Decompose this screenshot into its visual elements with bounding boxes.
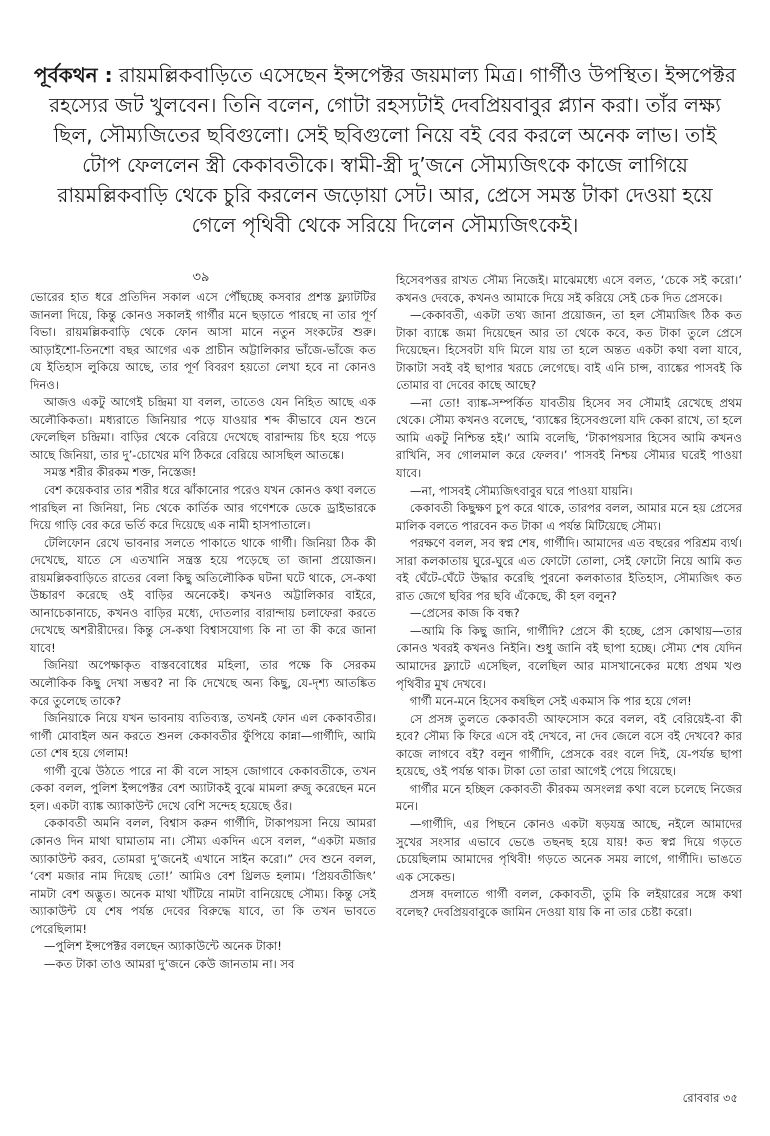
paragraph: —পুলিশ ইন্সপেক্টর বলছেন অ্যাকাউন্টে অনেক টাকা! — [43, 939, 282, 954]
paragraph: —প্রেসের কাজ কি বন্ধ? — [409, 606, 520, 621]
paragraph: টেলিফোন রেখে ভাবনার সলতে পাকাতে থাকে গার্গী। জিনিয়া ঠিক কী দেখেছে, যাতে সে এতখানি সন্ত্রস্ত হয়ে পড়েছে তা জানা প্রয়োজন। রায়মল্লিকবাড়িতে রাতের বেলা কিছু অতিলৌকিক ঘটনা ঘটে থাকে, সে-কথা উচ্চারণ করেছে ওই বাড়ির অনেকেই। কখনও অট্টালিকার বাইরে, আনাচেকানাচে, কখনও বাড়ির মধ্যে, দোতলার বারান্দায় চলাফেরা করতে দেখেছে অশরীরীদের। কিন্তু সে-কথা বিশ্বাসযোগ্য কি না তা কী করে জানা যাবে! — [30, 535, 376, 655]
chapter-number: ৩৯ — [192, 270, 210, 285]
right-column — [396, 272, 742, 921]
paragraph: হিসেবপত্তর রাখত সৌম্য নিজেই। মাঝেমধ্যে এসে বলত, ‘চেকে সই করো।’ কখনও দেবকে, কখনও আমাকে দিয়ে সই করিয়ে সেই চেক দিত প্রেসকে। — [396, 273, 742, 305]
paragraph: সে প্রসঙ্গ তুলতে কেকাবতী আফসোস করে বলল, বই বেরিয়েই-বা কী হবে? সৌম্য কি ফিরে এসে বই দেখবে, না দেব জেলে বসে বই দেখবে? কার কাজে লাগবে বই? বলুন গার্গীদি, প্রেসকে বরং বলে দিই, যে-পর্যন্ত ছাপা হয়েছে, ওই পর্যন্ত থাক। টাকা তো তারা আগেই পেয়ে গিয়েছে। — [396, 711, 742, 779]
paragraph: জিনিয়া অপেক্ষাকৃত বাস্তববোধের মহিলা, তার পক্ষে কি সেরকম অলৌকিক কিছু দেখা সম্ভব? না কি দেখেছে অন্য কিছু, যে-দৃশ্য আতঙ্কিত করে তুলেছে তাকে? — [30, 658, 376, 708]
paragraph: বেশ কয়েকবার তার শরীর ধরে ঝাঁকানোর পরেও যখন কোনও কথা বলতে পারছিল না জিনিয়া, নিচ থেকে কার্তিক আর গণেশকে ডেকে ড্রাইভারকে দিয়ে গাড়ি বের করে ভর্তি করে দিয়েছে এক নামী হাসপাতালে। — [30, 483, 376, 533]
paragraph: পরক্ষণে বলল, সব স্বপ্ন শেষ, গার্গীদি। আমাদের এত বছরের পরিশ্রম ব্যর্থ। সারা কলকাতায় ঘুরে-ঘুরে এত ফোটো তোলা, সেই ফোটো নিয়ে আমি কত বই ঘেঁটে-ঘেঁটে উদ্ধার করেছি পুরনো কলকাতার ইতিহাস, সৌম্যজিৎ কত রাত জেগে ছবির পর ছবি এঁকেছে, কী হল বলুন? — [396, 536, 742, 603]
paragraph: আজও একটু আগেই চন্দ্রিমা যা বলল, তাতেও যেন নিহিত আছে এক অলৌকিকতা। মধ্যরাতে জিনিয়ার পড়ে যাওয়ার শব্দ কীভাবে যেন শুনে ফেলেছিল চন্দ্রিমা। বাড়ির থেকে বেরিয়ে দেখেছে বারান্দায় চিৎ হয়ে পড়ে আছে জিনিয়া, তার দু’-চোখের মণি ঠিকরে বেরিয়ে আসছিল আতঙ্কে। — [30, 395, 376, 462]
paragraph: —কত টাকা তাও আমরা দু’জনে কেউ জানতাম না। সব — [43, 956, 295, 971]
recap-lead: পূর্বকথন : — [34, 63, 113, 87]
recap-summary — [34, 60, 736, 240]
paragraph: গার্গীর মনে হচ্ছিল কেকাবতী কীরকম অসংলগ্ন কথা বলে চলেছে নিজের মনে। — [396, 781, 742, 814]
paragraph: গার্গী বুঝে উঠতে পারে না কী বলে সাহস জোগাবে কেকাবতীকে, তখন কেকা বলল, পুলিশ ইন্সপেক্টর বেশ অ্যাটাকই বুঝে মামলা রুজু করেছেন মনে হল। একটা ব্যাঙ্ক অ্যাকাউন্ট দেখে বেশি সন্দেহ হয়েছে ওঁর। — [30, 763, 376, 813]
paragraph: কেকাবতী অমনি বলল, বিশ্বাস করুন গার্গীদি, টাকাপয়সা নিয়ে আমরা কোনও দিন মাথা ঘামাতাম না। সৌম্য একদিন এসে বলল, “একটা মজার অ্যাকাউন্ট করব, তোমরা দু’জনেই এখানে সাইন করো।” দেব শুনে বলল, ‘বেশ মজার নাম দিয়েছ তো!’ আমিও বেশ থ্রিলড হলাম। ‘প্রিয়বতীজিৎ’ নামটা বেশ অদ্ভুত। অনেক মাথা খাঁটিয়ে নামটা বানিয়েছে সৌম্য। কিন্তু সেই অ্যাকাউন্ট যে শেষ পর্যন্ত দেবের বিরুদ্ধে যাবে, তা কি তখন ভাবতে পেরেছিলাম! — [30, 816, 376, 936]
paragraph: সমস্ত শরীর কীরকম শক্ত, নিস্তেজ! — [43, 465, 197, 480]
paragraph: —আমি কি কিছু জানি, গার্গীদি? প্রেসে কী হচ্ছে, প্রেস কোথায়—তার কোনও খবরই কখনও নিইনি। শুধু জানি বই ছাপা হচ্ছে। সৌম্য শেষ যেদিন আমাদের ফ্ল্যাটে এসেছিল, বলেছিল আর মাসখানেকের মধ্যে প্রথম খণ্ড পৃথিবীর মুখ দেখবে। — [396, 623, 742, 691]
left-column — [30, 289, 376, 973]
paragraph: কেকাবতী কিছুক্ষণ চুপ করে থাকে, তারপর বলল, আমার মনে হয় প্রেসের মালিক বলতে পারবেন কত টাকা এ পর্যন্ত মিটিয়েছে সৌম্য। — [396, 501, 742, 533]
paragraph: গার্গী মনে-মনে হিসেব কষছিল সেই একমাস কি পার হয়ে গেল! — [409, 694, 692, 709]
paragraph: প্রসঙ্গ বদলাতে গার্গী বলল, কেকাবতী, তুমি কি লইয়ারের সঙ্গে কথা বলেছ? দেবপ্রিয়বাবুকে জামিন দেওয়া যায় কি না তার চেষ্টা করো। — [396, 887, 742, 919]
paragraph: —না তো! ব্যাঙ্ক-সম্পর্কিত যাবতীয় হিসেব সব সৌমাই রেখেছে প্রথম থেকে। সৌম্য কখনও বলেছে, ‘ব্যাঙ্কের হিসেবগুলো যদি কেকা রাখে, তা হলে আমি একটু নিশ্চিন্ত হই।’ আমি বলেছি, ‘টাকাপয়সার হিসেব আমি কখনও রাখিনি, সব গোলমাল করে ফেলব।’ পাসবই নিশ্চয় সৌম্যর ঘরেই পাওয়া যাবে। — [396, 395, 742, 481]
paragraph: —গার্গীদি, এর পিছনে কোনও একটা ষড়যন্ত্র আছে, নইলে আমাদের সুখের সংসার এভাবে ভেঙে তছনছ হয়ে যায়! কত স্বপ্ন দিয়ে গড়তে চেয়েছিলাম আমাদের পৃথিবী! গড়তে অনেক সময় লাগে, গার্গীদি। ভাঙতে এক সেকেন্ড। — [396, 816, 742, 884]
page-footer: রোববার ৩৫ — [682, 1091, 738, 1105]
paragraph: ভোরের হাত ধরে প্রতিদিন সকাল এসে পৌঁছচ্ছে কসবার প্রশস্ত ফ্ল্যাটটির জানলা দিয়ে, কিন্তু কোনও সকালই গার্গীর মনে ছড়াতে পারছে না তার পূর্ণ বিভা। রায়মল্লিকবাড়ি থেকে ফোন আসা মানে নতুন সংকটের শুরু। আড়াইশো-তিনশো বছর আগের এক প্রাচীন অট্টালিকার ভাঁজে-ভাঁজে কত যে ইতিহাস লুকিয়ে আছে, তার পূর্ণ বিবরণ হয়তো লেখা হবে না কোনও দিনও। — [30, 290, 376, 392]
paragraph: —কেকাবতী, একটা তথ্য জানা প্রয়োজন, তা হল সৌম্যজিৎ ঠিক কত টাকা ব্যাঙ্কে জমা দিয়েছেন আর তা থেকে কবে, কত টাকা তুলে প্রেসে দিয়েছেন। হিসেবটা যদি মিলে যায় তা হলে অন্তত একটা কথা বলা যাবে, টাকাটা সবই বই ছাপার খরচে লেগেছে। বাই এনি চান্স, ব্যাঙ্কের পাসবই কি তোমার বা দেবের কাছে আছে? — [396, 308, 742, 393]
recap-text: রায়মল্লিকবাড়িতে এসেছেন ইন্সপেক্টর জয়মাল্য মিত্র। গার্গীও উপস্থিত। ইন্সপেক্টর রহস্যের জট খুলবেন। তিনি বলেন, গোটা রহস্যটাই দেবপ্রিয়বাবুর প্ল্যান করা। তাঁর লক্ষ্য ছিল, সৌম্যজিতের ছবিগুলো। সেই ছবিগুলো নিয়ে বই বের করলে অনেক লাভ। তাই টোপ ফেললেন স্ত্রী কেকাবতীকে। স্বামী-স্ত্রী দু’জনে সৌম্যজিৎকে কাজে লাগিয়ে রায়মল্লিকবাড়ি থেকে চুরি করলেন জড়োয়া সেট। আর, প্রেসে সমস্ত টাকা দেওয়া হয়ে গেলে পৃথিবী থেকে সরিয়ে দিলেন সৌম্যজিৎকেই। — [49, 63, 736, 237]
paragraph: জিনিয়াকে নিয়ে যখন ভাবনায় ব্যতিব্যস্ত, তখনই ফোন এল কেকাবতীর। গার্গী মোবাইল অন করতে শুনল কেকাবতীর ফুঁপিয়ে কান্না—গার্গীদি, আমি তো শেষ হয়ে গেলাম! — [30, 711, 376, 761]
paragraph: —না, পাসবই সৌম্যজিৎবাবুর ঘরে পাওয়া যায়নি। — [409, 483, 633, 498]
